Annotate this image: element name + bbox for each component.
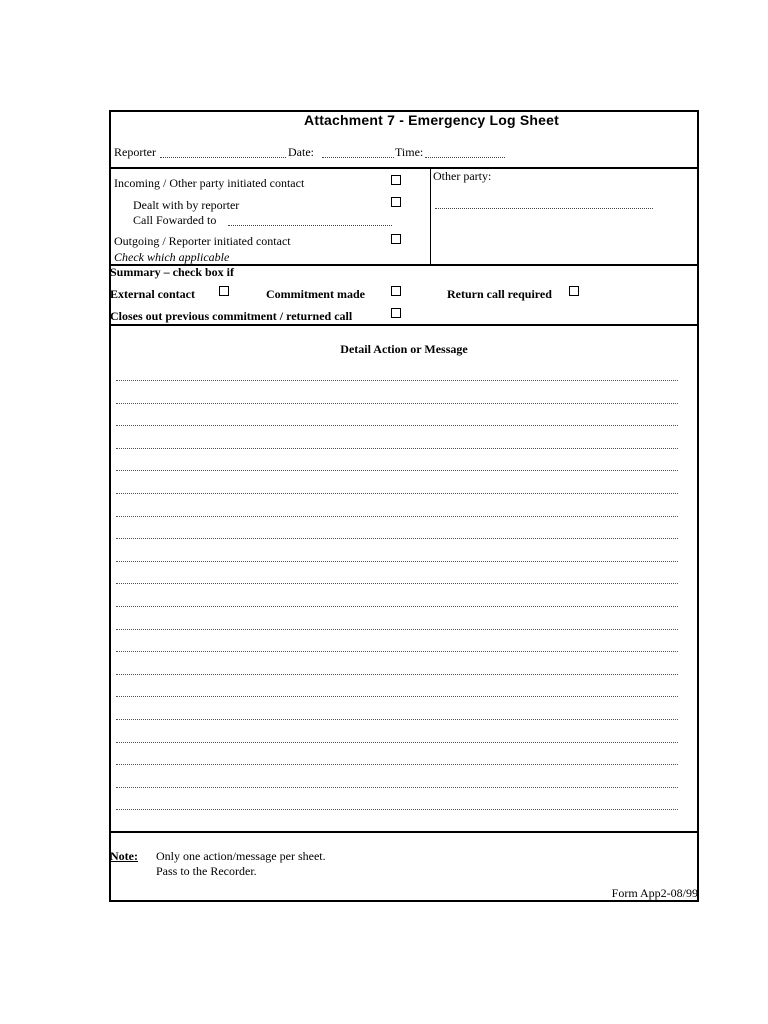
reporter-field[interactable] (160, 157, 286, 158)
reporter-label: Reporter (114, 145, 156, 159)
external-label: External contact (110, 287, 195, 301)
forwarded-label: Call Fowarded to (133, 213, 217, 227)
detail-line[interactable] (116, 696, 678, 697)
detail-line[interactable] (116, 403, 678, 404)
detail-line[interactable] (116, 742, 678, 743)
detail-line[interactable] (116, 606, 678, 607)
detail-line[interactable] (116, 787, 678, 788)
detail-line[interactable] (116, 764, 678, 765)
closes-checkbox[interactable] (391, 308, 401, 318)
date-label: Date: (288, 145, 314, 159)
outgoing-checkbox[interactable] (391, 234, 401, 244)
detail-line[interactable] (116, 425, 678, 426)
outgoing-label: Outgoing / Reporter initiated contact (114, 234, 291, 248)
external-checkbox[interactable] (219, 286, 229, 296)
dealt-label: Dealt with by reporter (133, 198, 240, 212)
detail-line[interactable] (116, 674, 678, 675)
check-hint: Check which applicable (114, 250, 230, 264)
commitment-checkbox[interactable] (391, 286, 401, 296)
summary-heading: Summary – check box if (110, 265, 234, 279)
detail-line[interactable] (116, 538, 678, 539)
note-line-1: Only one action/message per sheet. (156, 849, 326, 863)
detail-heading: Detail Action or Message (340, 342, 468, 356)
dealt-checkbox[interactable] (391, 197, 401, 207)
detail-line[interactable] (116, 651, 678, 652)
date-field[interactable] (322, 157, 394, 158)
note-line-2: Pass to the Recorder. (156, 864, 257, 878)
closes-label: Closes out previous commitment / returned call (110, 309, 353, 323)
detail-line[interactable] (116, 561, 678, 562)
divider-detail (109, 831, 699, 833)
incoming-label: Incoming / Other party initiated contact (114, 176, 305, 190)
page-title: Attachment 7 - Emergency Log Sheet (304, 112, 559, 128)
other-party-field[interactable] (435, 208, 653, 209)
time-field[interactable] (425, 157, 505, 158)
forwarded-field[interactable] (228, 225, 392, 226)
commitment-label: Commitment made (266, 287, 365, 301)
detail-line[interactable] (116, 516, 678, 517)
form-code: Form App2-08/99 (611, 886, 698, 900)
detail-line[interactable] (116, 380, 678, 381)
divider-other-party (430, 168, 431, 265)
detail-line[interactable] (116, 470, 678, 471)
note-label: Note: (110, 849, 138, 863)
detail-line[interactable] (116, 448, 678, 449)
detail-line[interactable] (116, 809, 678, 810)
time-label: Time: (395, 145, 424, 159)
detail-line[interactable] (116, 493, 678, 494)
return-call-checkbox[interactable] (569, 286, 579, 296)
log-sheet-form (109, 110, 699, 902)
detail-line[interactable] (116, 583, 678, 584)
divider-summary (109, 324, 699, 326)
divider-header (109, 167, 699, 169)
incoming-checkbox[interactable] (391, 175, 401, 185)
return-call-label: Return call required (447, 287, 552, 301)
other-party-label: Other party: (433, 169, 492, 183)
detail-line[interactable] (116, 719, 678, 720)
detail-line[interactable] (116, 629, 678, 630)
